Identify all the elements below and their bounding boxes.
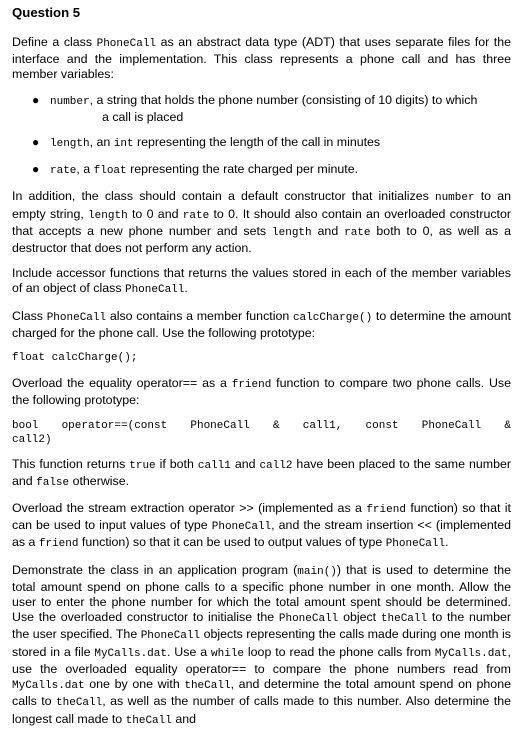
bullet-icon: ● [32, 92, 40, 107]
list-item: ● length, an int representing the length of the call in minutes [32, 135, 381, 151]
accessor-paragraph: Include accessor functions that returns the values stored in each of the member variables of an object of class PhoneCall. [12, 266, 511, 297]
list-item: ● number, a string that holds the phone number (consisting of 10 digits) to which a call is placed [32, 92, 478, 124]
calc-charge-prototype: float calcCharge(); [12, 352, 138, 365]
returns-paragraph: This function returns true if both call1 and call2 have been placed to the same number and false otherwise. [12, 456, 511, 489]
list-item: ● rate, a float representing the rate charged per minute. [32, 162, 359, 178]
stream-operator-paragraph: Overload the stream extraction operator >> (implemented as a friend function) so that it can be used to input values of type PhoneCall, and the stream insertion << (implemented as a friend function) so that it can be used to output values of type PhoneCall. [12, 501, 512, 551]
constructor-paragraph: In addition, the class should contain a default constructor that initializes number to an empty string, length to 0 and rate to 0. It should also contain an overloaded constructor that accepts a new phone number and sets length and rate both to 0, as well as a destructor that does not perform any action. [12, 189, 511, 256]
demonstrate-paragraph: Demonstrate the class in an application program (main()) that is used to determine the total amount spend on phone calls to a specific phone number in one month. Allow the user to enter the phone number for which the total amount spent should be determined. Use the overloaded constructor to initialise the PhoneCall object theCall to the number the user specified. The PhoneCall objects representing the calls made during one month is stored in a file MyCalls.dat. Use a while loop to read the phone calls from MyCalls.dat, use the overloaded equality operator== to compare the phone numbers read from MyCalls.dat one by one with theCall, and determine the total amount spend on phone calls to theCall, as well as the number of calls made to this number. Also determine the longest call made to theCall and [12, 562, 512, 727]
equality-paragraph: Overload the equality operator== as a friend function to compare two phone calls. Use the following prototype: [12, 376, 511, 408]
bullet-icon: ● [32, 135, 40, 150]
bullet-icon: ● [32, 162, 40, 177]
intro-paragraph: Define a class PhoneCall as an abstract data type (ADT) that uses separate files for the interface and the implementation. This class represents a phone call and has three member variables: [12, 35, 511, 82]
calc-charge-paragraph: Class PhoneCall also contains a member function calcCharge() to determine the amount charged for the phone call. Use the following prototype: [12, 308, 511, 340]
member-list [12, 93, 511, 180]
question-heading: Question 5 [12, 5, 81, 20]
equality-prototype: bool operator==(const PhoneCall & call1, const PhoneCall & call2) [12, 419, 511, 446]
